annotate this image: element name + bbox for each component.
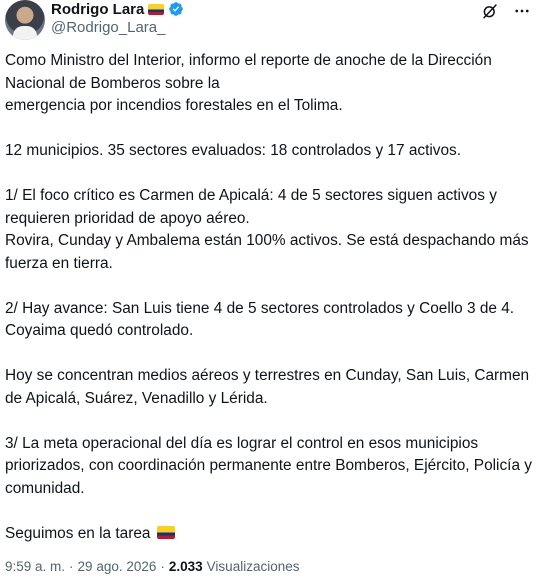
tweet-paragraph: 2/ Hay avance: San Luis tiene 4 de 5 sectores controlados y Coello 3 de 4. Coyaima quedó controlado. xyxy=(5,299,515,339)
colombia-flag-icon xyxy=(157,526,175,539)
tweet-paragraph: 1/ El foco crítico es Carmen de Apicalá: 4 de 5 sectores siguen activos y requieren prioridad de apoyo aéreo. Rovira, Cunday y Ambalema están 100% activos. Se está despachando más fuerza en tierra. xyxy=(5,187,529,272)
more-options-icon[interactable] xyxy=(512,1,532,21)
tweet-meta xyxy=(5,559,299,574)
grok-icon[interactable] xyxy=(480,1,500,21)
tweet-actions-top xyxy=(480,1,532,21)
verified-badge-icon[interactable] xyxy=(168,1,184,17)
avatar[interactable] xyxy=(5,0,45,40)
views-count[interactable]: 2.033 xyxy=(168,559,203,574)
tweet-paragraph: 3/ La meta operacional del día es lograr el control en esos municipios priorizados, con coordinación permanente entre Bomberos, Ejército, Policía y comunidad. xyxy=(5,434,532,497)
tweet-text xyxy=(5,50,537,545)
tweet-date[interactable]: 29 ago. 2026 xyxy=(77,559,157,574)
author-name-row xyxy=(51,0,184,18)
closing-text: Seguimos en la tarea xyxy=(5,524,151,542)
author-name[interactable]: Rodrigo Lara xyxy=(51,0,145,18)
tweet-header xyxy=(0,0,542,44)
tweet-paragraph: Como Ministro del Interior, informo el reporte de anoche de la Dirección Nacional de Bomberos sobre la emergencia por incendios forestales en el Tolima. xyxy=(5,52,492,114)
views-label[interactable]: Visualizaciones xyxy=(206,559,300,574)
tweet-paragraph: 12 municipios. 35 sectores evaluados: 18 controlados y 17 activos. xyxy=(5,142,461,159)
tweet-paragraph: Hoy se concentran medios aéreos y terrestres en Cunday, San Luis, Carmen de Apicalá, Suárez, Venadillo y Lérida. xyxy=(5,367,530,407)
colombia-flag-icon xyxy=(148,4,164,15)
author-handle[interactable]: @Rodrigo_Lara_ xyxy=(51,19,166,36)
tweet-closing xyxy=(5,523,537,546)
meta-separator: · xyxy=(160,559,165,574)
meta-separator: · xyxy=(69,559,74,574)
tweet-time[interactable]: 9:59 a. m. xyxy=(5,559,66,574)
